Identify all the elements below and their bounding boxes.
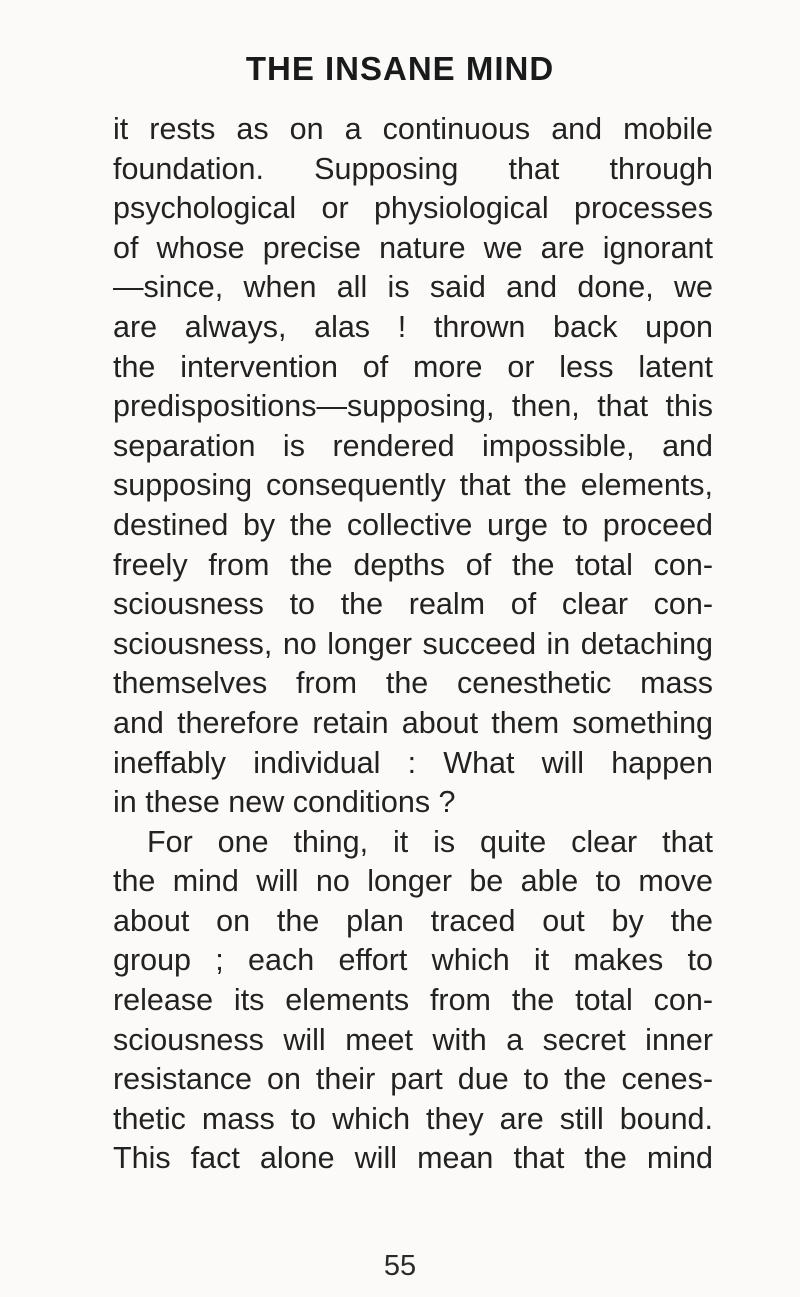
text-line: of whose precise nature we are ignorant — [113, 230, 713, 265]
text-line: destined by the collective urge to proceed — [113, 507, 713, 542]
text-line: ineffably individual : What will happen — [113, 745, 713, 780]
text-line: sciousness will meet with a secret inner — [113, 1022, 713, 1057]
text-line: psychological or physiological processes — [113, 191, 713, 226]
text-line: themselves from the cenesthetic mass — [113, 666, 713, 701]
text-line: release its elements from the total con- — [113, 983, 713, 1018]
text-line: and therefore retain about them something — [113, 705, 713, 740]
text-line: resistance on their part due to the cenes- — [113, 1062, 713, 1097]
text-line: For one thing, it is quite clear that — [147, 824, 713, 859]
text-line: supposing consequently that the elements, — [113, 468, 713, 503]
text-line: sciousness, no longer succeed in detaching — [113, 626, 713, 661]
text-line: it rests as on a continuous and mobile — [113, 112, 713, 146]
text-line: thetic mass to which they are still bound. — [113, 1101, 713, 1136]
running-head: THE INSANE MIND — [245, 50, 555, 87]
text-line: predispositions—supposing, then, that this — [113, 389, 713, 424]
text-line: sciousness to the realm of clear con- — [113, 587, 713, 622]
text-line: the mind will no longer be able to move — [113, 864, 713, 899]
text-line: about on the plan traced out by the — [113, 903, 713, 938]
text-line: separation is rendered impossible, and — [113, 428, 713, 463]
text-line: are always, alas ! thrown back upon — [113, 309, 713, 344]
text-line: the intervention of more or less latent — [113, 349, 713, 384]
text-line: foundation. Supposing that through — [113, 151, 713, 186]
page-number: 55 — [383, 1250, 417, 1282]
body-text — [113, 110, 713, 1179]
text-line: This fact alone will mean that the mind — [113, 1141, 713, 1176]
text-line: group ; each effort which it makes to — [113, 943, 713, 978]
text-line: freely from the depths of the total con- — [113, 547, 713, 582]
text-line: —since, when all is said and done, we — [113, 270, 713, 305]
text-line: in these new conditions ? — [113, 785, 456, 820]
